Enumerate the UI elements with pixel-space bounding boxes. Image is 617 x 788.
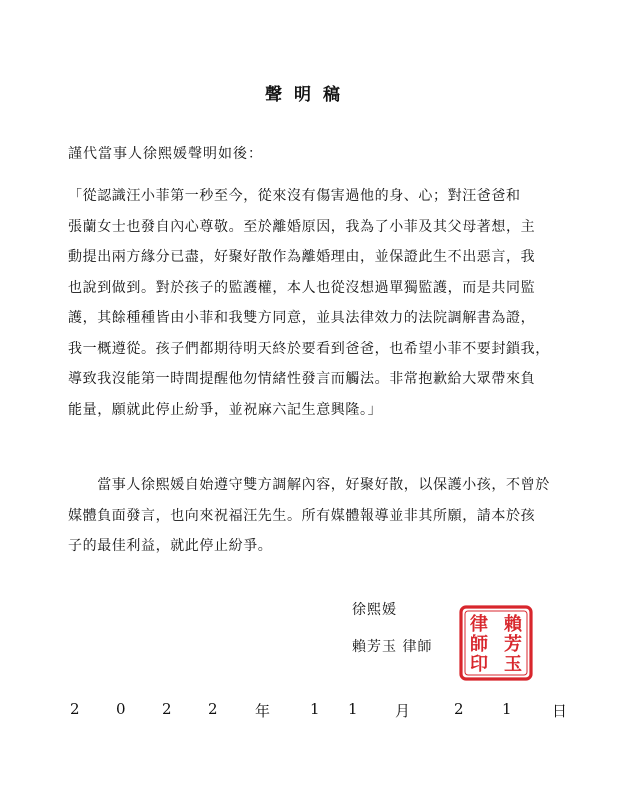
quote-line: 張蘭女士也發自內心尊敬。至於離婚原因，我為了小菲及其父母著想，主 [68,218,536,235]
date-day-digit: 2 [454,700,464,718]
date-day-digit: 1 [502,700,512,718]
date-year-digit: 0 [116,700,126,718]
quote-line: 「從認識汪小菲第一秒至今，從來沒有傷害過他的身、心；對汪爸爸和 [68,188,521,204]
client-signature: 徐熙媛 [352,602,397,618]
seal-text-name [504,613,523,675]
date-year-digit: 2 [70,700,80,718]
salutation: 謹代當事人徐熙媛聲明如後： [68,146,263,162]
lawyer-seal-stamp [458,604,534,682]
date-month-digit: 1 [348,700,358,718]
seal-glyph: 印 [470,654,488,675]
date-day-unit: 日 [552,702,568,720]
quote-line: 我一概遵從。孩子們都期待明天終於要看到爸爸，也希望小菲不要封鎖我， [68,340,550,357]
seal-text-title [470,613,488,675]
statement-line: 子的最佳利益，就此停止紛爭。 [68,538,273,554]
document-date [62,700,572,724]
date-month-unit: 月 [395,702,411,720]
quote-line: 也說到做到。對於孩子的監護權，本人也從沒想過單獨監護，而是共同監 [68,279,536,296]
statement-line: 媒體負面發言，也向來祝福汪先生。所有媒體報導並非其所願，請本於孩 [68,507,536,524]
quoted-statement [68,181,578,425]
lawyer-statement [68,470,578,562]
statement-line: 當事人徐熙媛自始遵守雙方調解內容，好聚好散，以保護小孩，不曾於 [68,477,550,493]
seal-glyph: 師 [470,634,488,655]
date-month-digit: 1 [310,700,320,718]
date-year-digit: 2 [208,700,218,718]
quote-line: 導致我沒能第一時間提醒他勿情緒性發言而觸法。非常抱歉給大眾帶來負 [68,371,536,387]
seal-glyph: 律 [470,614,488,635]
date-year-unit: 年 [255,702,271,720]
quote-line: 動提出兩方緣分已盡，好聚好散作為離婚理由，並保證此生不出惡言，我 [68,249,536,265]
seal-glyph: 芳 [504,634,522,655]
lawyer-signature: 賴芳玉 律師 [352,639,433,655]
document-title: 聲明稿 [265,85,352,105]
seal-glyph: 玉 [504,654,522,675]
seal-glyph: 賴 [504,614,522,635]
date-year-digit: 2 [162,700,172,718]
quote-line: 護，其餘種種皆由小菲和我雙方同意，並具法律效力的法院調解書為證， [68,310,536,326]
quote-line: 能量，願就此停止紛爭，並祝麻六記生意興隆。」 [68,401,383,418]
